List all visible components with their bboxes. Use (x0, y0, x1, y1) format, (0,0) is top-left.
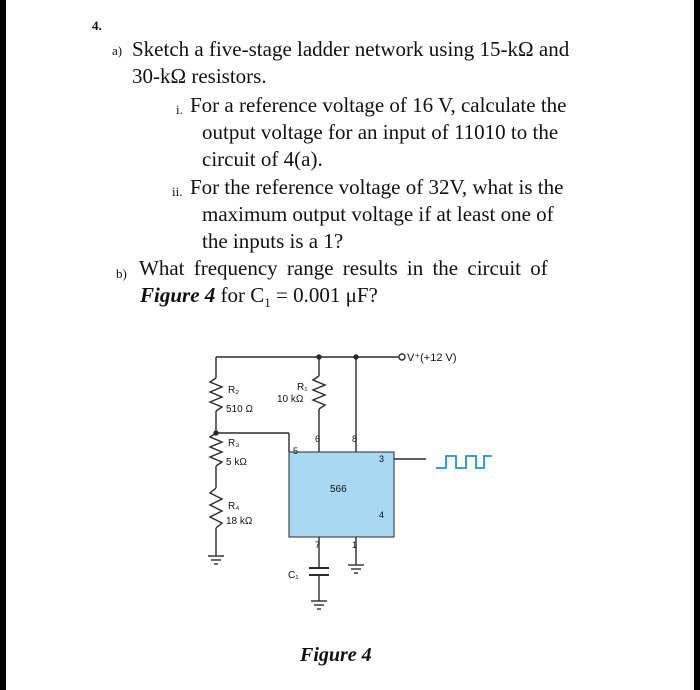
r4-value: 18 kΩ (226, 516, 253, 527)
sub-i-label: i. (176, 102, 183, 117)
resistor-r3 (210, 433, 222, 466)
r3-value: 5 kΩ (226, 457, 247, 468)
pin-3-label: 3 (379, 454, 385, 464)
resistor-r2 (210, 378, 222, 411)
question-number: 4. (92, 18, 102, 33)
part-b-line-2-text: for C (215, 283, 265, 307)
square-wave-icon (436, 456, 492, 468)
pin-1-label: 1 (352, 540, 358, 550)
ic-label: 566 (330, 484, 347, 495)
part-a-label: a) (112, 43, 123, 58)
pin-5-label: 5 (293, 446, 299, 456)
c1-subscript: 1 (264, 295, 271, 311)
figure-caption: Figure 4 (300, 644, 372, 666)
sub-i-line-1: For a reference voltage of 16 V, calculate the (190, 93, 567, 117)
pin-7-label: 7 (315, 540, 321, 550)
sub-ii-line-3: the inputs is a 1? (202, 229, 344, 253)
part-a-line-1: Sketch a five-stage ladder network using 15-kΩ and (132, 37, 570, 61)
part-a-line-2: 30-kΩ resistors. (132, 64, 267, 88)
pin-6-label: 6 (315, 434, 321, 444)
pin-8-label: 8 (352, 434, 358, 444)
document-page (6, 0, 694, 690)
sub-ii-label: ii. (172, 184, 183, 199)
junction-dot-3 (214, 431, 218, 435)
r1-value: 10 kΩ (277, 394, 304, 405)
r4-name: R₄ (228, 501, 240, 512)
supply-terminal (399, 354, 405, 360)
pin-4-label: 4 (379, 510, 385, 520)
r3-name: R₃ (228, 438, 240, 449)
supply-label: V⁺(+12 V) (407, 352, 457, 364)
sub-ii-line-2: maximum output voltage if at least one of (202, 202, 554, 226)
resistor-r4 (210, 488, 222, 528)
part-b-label: b) (116, 266, 127, 281)
part-b-line-2-end: = 0.001 μF? (270, 283, 378, 307)
r1-name: R₁ (297, 382, 308, 393)
r2-value: 510 Ω (226, 404, 253, 415)
sub-i-line-2: output voltage for an input of 11010 to the (202, 120, 559, 144)
circuit-figure-4 (6, 0, 694, 690)
sub-ii-line-1: For the reference voltage of 32V, what is the (190, 175, 564, 199)
resistor-r1 (313, 376, 325, 409)
sub-i-line-3: circuit of 4(a). (202, 147, 323, 171)
figure-reference: Figure 4 (140, 283, 216, 307)
c1-name: C₁ (288, 570, 299, 581)
part-b-line-1: What frequency range results in the circuit of (139, 256, 548, 280)
r2-name: R₂ (228, 385, 240, 396)
